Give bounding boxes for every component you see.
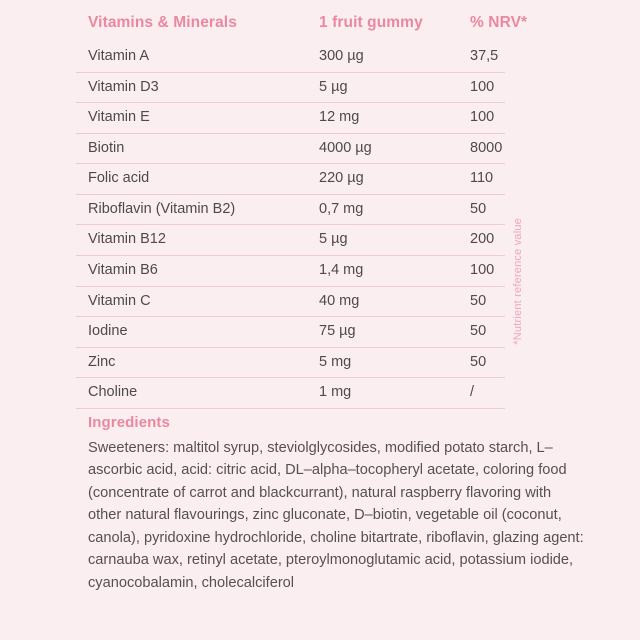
cell-amount-per-gummy: 0,7 mg (307, 194, 458, 225)
nrv-footnote: *Nutrient reference value (512, 218, 524, 345)
cell-percent-nrv: 37,5 (458, 42, 505, 72)
cell-nutrient-name: Choline (76, 378, 307, 409)
cell-nutrient-name: Vitamin B12 (76, 225, 307, 256)
cell-nutrient-name: Vitamin D3 (76, 72, 307, 103)
table-row (76, 255, 505, 286)
cell-percent-nrv: 50 (458, 194, 505, 225)
table-row (76, 347, 505, 378)
cell-percent-nrv: 50 (458, 347, 505, 378)
cell-nutrient-name: Riboflavin (Vitamin B2) (76, 194, 307, 225)
cell-percent-nrv: 100 (458, 72, 505, 103)
cell-amount-per-gummy: 1,4 mg (307, 255, 458, 286)
cell-percent-nrv: 110 (458, 164, 505, 195)
table-header-row (76, 14, 505, 42)
cell-percent-nrv: 100 (458, 255, 505, 286)
column-header-vitamins-minerals: Vitamins & Minerals (88, 14, 237, 31)
cell-nutrient-name: Vitamin B6 (76, 255, 307, 286)
cell-amount-per-gummy: 75 µg (307, 317, 458, 348)
cell-amount-per-gummy: 12 mg (307, 103, 458, 134)
table-body (76, 42, 505, 408)
cell-percent-nrv: / (458, 378, 505, 409)
cell-amount-per-gummy: 5 mg (307, 347, 458, 378)
cell-percent-nrv: 50 (458, 317, 505, 348)
cell-percent-nrv: 8000 (458, 133, 505, 164)
cell-amount-per-gummy: 40 mg (307, 286, 458, 317)
cell-percent-nrv: 200 (458, 225, 505, 256)
table-row (76, 225, 505, 256)
table-row (76, 72, 505, 103)
cell-amount-per-gummy: 220 µg (307, 164, 458, 195)
cell-amount-per-gummy: 5 µg (307, 72, 458, 103)
table-row (76, 286, 505, 317)
table-row (76, 317, 505, 348)
ingredients-text: Sweeteners: maltitol syrup, steviolglycosides, modified potato starch, L–ascorbic acid, acid: citric acid, DL–alpha–tocopheryl acetate, coloring food (concentrate of carrot and blackcurrant), natural raspberry flavoring with other natural flavourings, zinc gluconate, D–biotin, vegetable oil (coconut, canola), pyridoxine hydrochloride, choline bitartrate, riboflavin, glazing agent: carnauba wax, retinyl acetate, pteroylmonoglutamic acid, potassium iodide, cyanocobalamin, cholecalciferol (88, 440, 584, 591)
column-header-serving: 1 fruit gummy (319, 14, 423, 31)
cell-nutrient-name: Vitamin A (76, 42, 307, 72)
cell-amount-per-gummy: 300 µg (307, 42, 458, 72)
cell-nutrient-name: Vitamin C (76, 286, 307, 317)
cell-amount-per-gummy: 5 µg (307, 225, 458, 256)
table-row (76, 133, 505, 164)
cell-percent-nrv: 50 (458, 286, 505, 317)
cell-amount-per-gummy: 1 mg (307, 378, 458, 409)
cell-percent-nrv: 100 (458, 103, 505, 134)
table-row (76, 103, 505, 134)
table-row (76, 42, 505, 72)
table-header (76, 14, 528, 42)
table-row (76, 164, 505, 195)
table-row (76, 378, 505, 409)
cell-nutrient-name: Vitamin E (76, 103, 307, 134)
ingredients-heading: Ingredients (88, 414, 170, 431)
cell-nutrient-name: Biotin (76, 133, 307, 164)
ingredients-section (88, 414, 584, 594)
cell-nutrient-name: Folic acid (76, 164, 307, 195)
cell-nutrient-name: Zinc (76, 347, 307, 378)
cell-amount-per-gummy: 4000 µg (307, 133, 458, 164)
table-row (76, 194, 505, 225)
column-header-nrv: % NRV* (470, 14, 528, 31)
cell-nutrient-name: Iodine (76, 317, 307, 348)
